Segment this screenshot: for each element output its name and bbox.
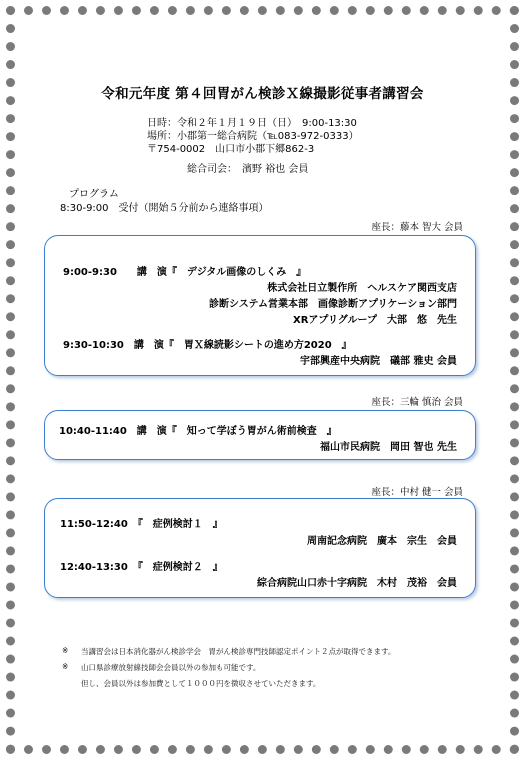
lecture-2-title: 9:30-10:30 講 演『 胃Ｘ線読影シートの進め方2020 』	[63, 340, 352, 351]
lecture-1-org-2: 診断システム営業本部 画像診断アプリケーション部門	[209, 299, 457, 310]
reception: 8:30-9:00 受付（開始５分前から連絡事項）	[60, 203, 269, 214]
chair-3: 座長：中村 健一 会員	[371, 487, 463, 498]
program-heading: プログラム	[69, 189, 119, 200]
note-3: 但し、会員以外は参加費として１０００円を徴収させていただきます。	[81, 679, 321, 688]
event-address: 〒754-0002 山口市小郡下郷862-3	[147, 144, 315, 155]
note-1: 当講習会は日本消化器がん検診学会 胃がん検診専門技師認定ポイント２点が取得できます。	[81, 647, 396, 656]
chair-1: 座長：藤本 智大 会員	[371, 222, 463, 233]
note-2: 山口県診療放射線技師会会員以外の参加も可能です。	[81, 663, 261, 672]
lecture-1-title: 9:00-9:30 講 演『 デジタル画像のしくみ 』	[63, 267, 307, 278]
lecture-1-speaker: XRアプリグループ 大部 悠 先生	[292, 315, 457, 326]
lecture-3-title: 10:40-11:40 講 演『 知って学ぼう胃がん術前検査 』	[59, 426, 337, 437]
chair-2: 座長：三輪 慎治 会員	[371, 397, 463, 408]
lecture-3-speaker: 福山市民病院 岡田 智也 先生	[320, 442, 457, 453]
case-2-title: 12:40-13:30 『 症例検討２ 』	[60, 562, 223, 573]
case-1-title: 11:50-12:40 『 症例検討１ 』	[60, 519, 223, 530]
case-2-speaker: 綜合病院山口赤十字病院 木村 茂裕 会員	[257, 578, 457, 589]
event-date: 日時：令和２年１月１９日（日） 9:00-13:30	[147, 118, 357, 129]
case-1-speaker: 周南記念病院 廣本 宗生 会員	[307, 536, 457, 547]
page-title: 令和元年度 第４回胃がん検診Ｘ線撮影従事者講習会	[101, 86, 424, 102]
event-venue: 場所：小郡第一総合病院（℡083-972-0333）	[147, 131, 359, 142]
host: 総合司会： 濱野 裕也 会員	[187, 164, 309, 175]
lecture-2-speaker: 宇部興産中央病院 礒部 雅史 会員	[300, 356, 457, 367]
note-2-mark: ※	[62, 662, 69, 671]
note-1-mark: ※	[62, 646, 69, 655]
session-box-1	[44, 235, 476, 376]
lecture-1-org-1: 株式会社日立製作所 ヘルスケア関西支店	[267, 283, 457, 294]
session-box-2	[44, 410, 476, 460]
session-box-3	[44, 498, 476, 598]
